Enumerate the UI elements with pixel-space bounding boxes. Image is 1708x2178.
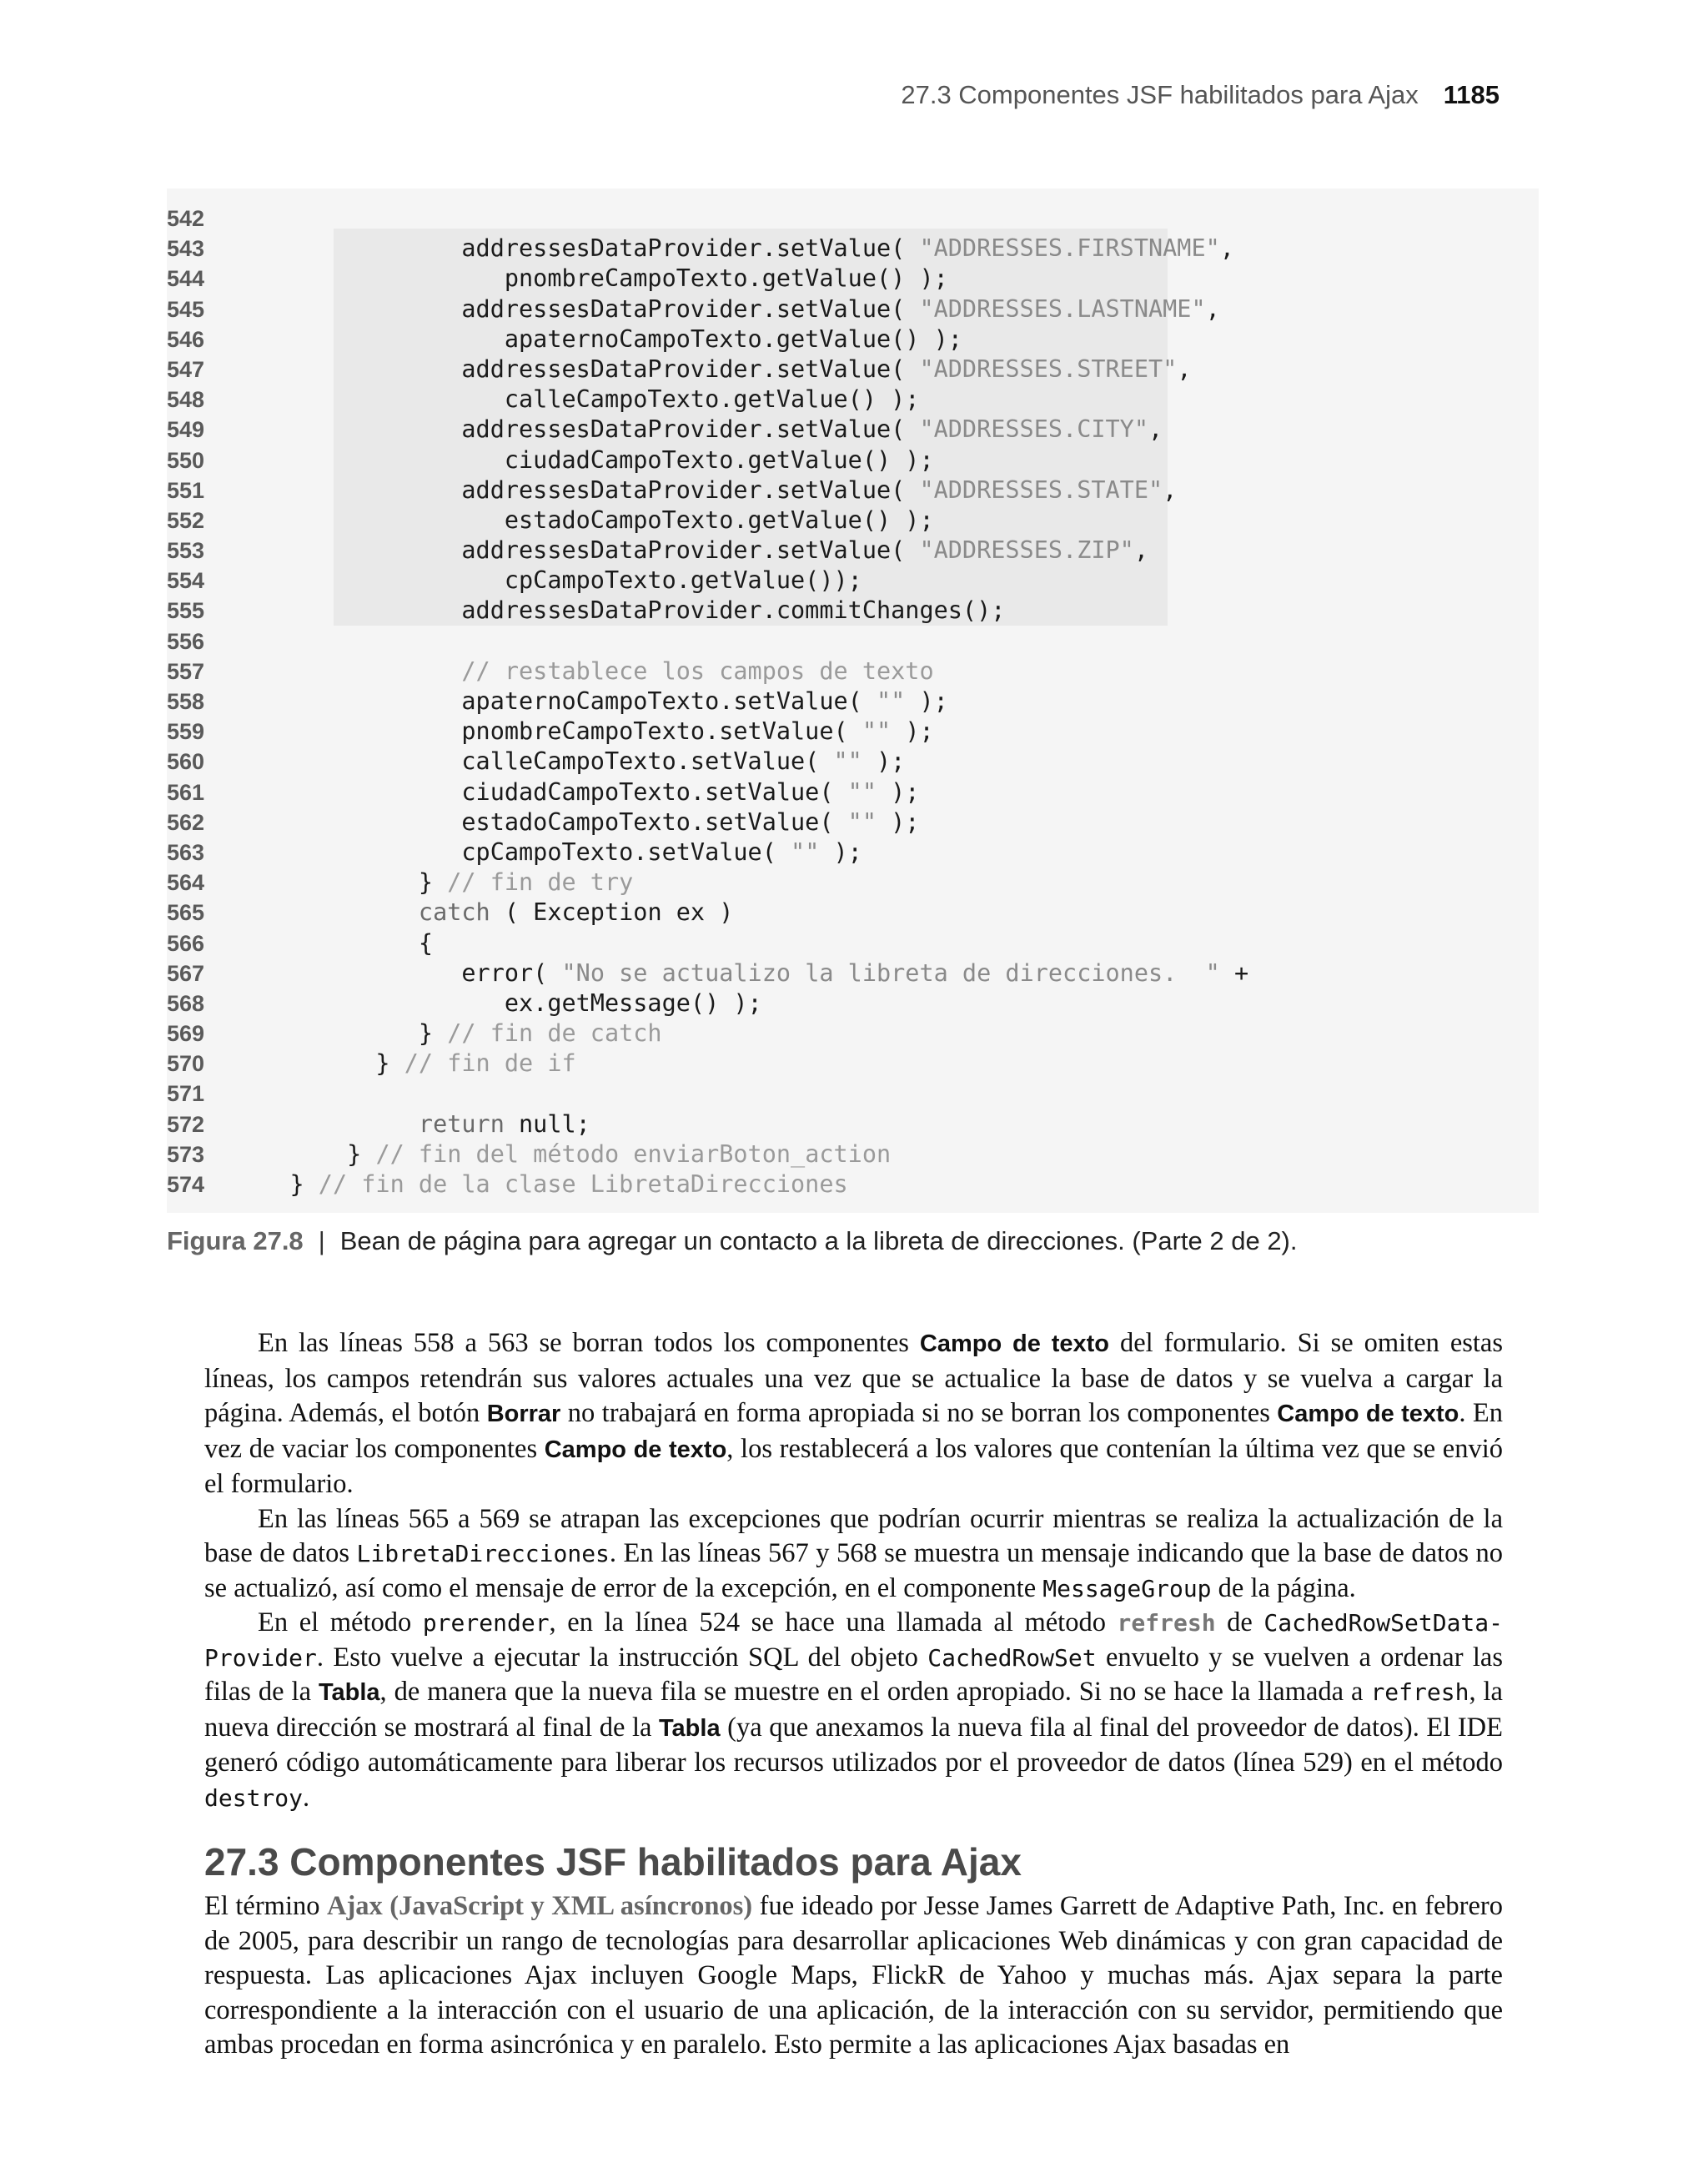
line-number: 562 [167, 809, 205, 835]
string-literal: "ADDRESSES.FIRSTNAME" [919, 234, 1220, 263]
line-number: 559 [167, 719, 205, 745]
code-line [167, 777, 920, 807]
line-number: 543 [167, 236, 205, 262]
text-run: En las líneas 558 a 563 se borran todos los componentes [258, 1328, 920, 1358]
paragraph-2 [204, 1502, 1503, 1607]
code-token: estadoCampoTexto.getValue() ); [247, 506, 934, 534]
code-text [247, 687, 948, 717]
ui-term: Borrar [486, 1401, 561, 1427]
section-body [204, 1889, 1503, 2063]
code-token: apaternoCampoTexto.setValue( [247, 687, 877, 715]
code-line [167, 294, 1220, 324]
code-line [167, 415, 1163, 445]
figure-caption [167, 1226, 1298, 1256]
code-token: estadoCampoTexto.setValue( [247, 807, 848, 836]
text-run: , de manera que la nueva fila se muestre en el orden apropiado. Si no se hace la llamada a [379, 1677, 1371, 1707]
code-token: , [1177, 355, 1192, 383]
code-token: ex.getMessage() ); [247, 988, 762, 1017]
body-text [204, 1326, 1503, 1815]
page-number: 1185 [1443, 80, 1500, 109]
string-literal: "" [791, 837, 820, 866]
code-text [247, 566, 862, 596]
string-literal: "No se actualizo la libreta de direcciones. " [561, 958, 1220, 987]
code-token: ); [819, 837, 862, 866]
code-token: , [1148, 415, 1163, 444]
code-line [167, 204, 214, 234]
code-line [167, 1109, 590, 1139]
code-token: ); [862, 747, 906, 776]
line-number: 560 [167, 749, 205, 775]
code-token: ciudadCampoTexto.getValue() ); [247, 445, 934, 474]
code-term: MessageGroup [1042, 1574, 1212, 1602]
line-number: 555 [167, 598, 205, 624]
code-line [167, 536, 1149, 566]
code-text [247, 656, 934, 687]
code-text [247, 506, 934, 536]
code-token: cpCampoTexto.getValue()); [247, 566, 862, 595]
line-number: 564 [167, 870, 205, 896]
ui-term: Tabla [658, 1714, 721, 1742]
code-line [167, 1019, 662, 1049]
code-text [247, 475, 1177, 506]
section-heading: 27.3 Componentes JSF habilitados para Ajax [204, 1840, 1022, 1884]
text-run: de [1215, 1607, 1264, 1637]
text-run: En las líneas 565 a 569 se atrapan las excepciones que podrían ocurrir mientras se realiza la actualización de la base de datos [204, 1503, 1503, 1568]
line-number: 566 [167, 930, 205, 956]
code-comment: // fin de try [447, 868, 634, 897]
line-number: 546 [167, 326, 205, 352]
text-run: . En las líneas 567 y 568 se muestra un mensaje indicando que la base de datos no se actualizó, así como el mensaje de error de la excepción, en el componente [204, 1538, 1504, 1603]
code-line [167, 807, 920, 837]
section-paragraph [204, 1889, 1503, 2063]
code-line [167, 355, 1192, 385]
code-line [167, 868, 634, 898]
code-text [247, 415, 1163, 445]
code-token: addressesDataProvider.setValue( [247, 294, 920, 323]
text-run: En el método [258, 1607, 423, 1637]
keyword: catch [418, 898, 490, 927]
code-line [167, 596, 1006, 626]
line-number: 573 [167, 1141, 205, 1167]
code-line [167, 264, 948, 294]
ui-term: Campo de texto [919, 1330, 1110, 1357]
code-token: error( [247, 958, 562, 987]
text-run: , los restablecerá a los valores que contenían la última vez que se envió el formulario. [204, 1433, 1504, 1499]
code-line [167, 445, 934, 475]
code-comment: // fin del método enviarBoton_action [375, 1139, 892, 1168]
code-line [167, 1139, 892, 1169]
text-run: , la nueva dirección se mostrará al final de la [204, 1677, 1503, 1743]
code-line [167, 626, 214, 656]
code-line [167, 656, 934, 687]
code-token: + [1219, 958, 1249, 987]
line-number: 561 [167, 779, 205, 805]
running-head [901, 80, 1500, 110]
code-term: prerender [422, 1609, 550, 1637]
code-token: , [1205, 294, 1220, 323]
text-run: , en la línea 524 se hace una llamada al método [549, 1607, 1118, 1637]
text-run: del formulario. Si se omiten estas líneas, los campos retendrán sus valores actuales una vez que se actualice la base de datos y se vuelva a cargar la página. Además, el botón [204, 1328, 1504, 1428]
line-number: 556 [167, 628, 205, 654]
code-line [167, 475, 1178, 506]
line-number: 565 [167, 900, 205, 926]
code-token [247, 1110, 419, 1138]
code-token: addressesDataProvider.setValue( [247, 355, 920, 383]
code-token: null; [504, 1109, 590, 1138]
code-token [247, 898, 419, 926]
line-number: 569 [167, 1021, 205, 1047]
caption-separator: | [318, 1226, 325, 1255]
line-number: 567 [167, 960, 205, 986]
code-text [247, 807, 919, 837]
code-text [247, 324, 962, 355]
code-text [247, 355, 1191, 385]
line-number: 554 [167, 568, 205, 594]
string-literal: "" [847, 777, 877, 806]
code-text [247, 988, 762, 1019]
code-token: , [1133, 536, 1149, 565]
figure-label: Figura 27.8 [167, 1226, 304, 1255]
code-text [247, 717, 934, 747]
paragraph-3 [204, 1606, 1503, 1815]
code-token: addressesDataProvider.setValue( [247, 475, 920, 504]
line-number: 552 [167, 507, 205, 533]
string-literal: "ADDRESSES.ZIP" [919, 536, 1134, 565]
ui-term: Campo de texto [1277, 1401, 1459, 1427]
line-number: 571 [167, 1081, 205, 1107]
string-literal: "" [847, 807, 877, 836]
code-term: LibretaDirecciones [356, 1540, 610, 1567]
code-token: } [247, 1139, 376, 1168]
string-literal: "ADDRESSES.CITY" [919, 415, 1148, 444]
code-token: pnombreCampoTexto.setValue( [247, 717, 862, 746]
code-token: } [247, 1049, 404, 1078]
code-line [167, 717, 934, 747]
code-token: ); [905, 687, 948, 715]
code-text [247, 1049, 576, 1079]
code-line [167, 958, 1249, 988]
code-line [167, 506, 934, 536]
code-token: ); [876, 807, 920, 836]
line-number: 568 [167, 990, 205, 1016]
code-text [247, 385, 919, 415]
string-literal: "ADDRESSES.STREET" [919, 355, 1178, 383]
line-number: 549 [167, 417, 205, 443]
code-line [167, 385, 920, 415]
code-line [167, 687, 948, 717]
code-token: pnombreCampoTexto.getValue() ); [247, 264, 948, 293]
code-token: calleCampoTexto.getValue() ); [247, 385, 920, 414]
code-text [247, 1019, 662, 1049]
caption-text: Bean de página para agregar un contacto a la libreta de direcciones. (Parte 2 de 2). [339, 1226, 1298, 1255]
code-text [247, 294, 1220, 324]
string-literal: "" [862, 717, 892, 746]
code-line [167, 1049, 576, 1079]
line-number: 544 [167, 266, 205, 292]
code-text [247, 596, 1005, 626]
code-text [247, 1169, 848, 1200]
code-line [167, 988, 762, 1019]
line-number: 550 [167, 447, 205, 473]
code-text [247, 747, 905, 777]
line-number: 542 [167, 206, 205, 231]
code-line [167, 747, 906, 777]
code-token: } [247, 868, 448, 897]
text-run: El término [204, 1891, 327, 1921]
code-token: ); [891, 717, 934, 746]
text-run: no trabajará en forma apropiada si no se borran los componentes [560, 1398, 1278, 1428]
code-line [167, 898, 734, 928]
text-run: . [303, 1782, 310, 1813]
text-run: fue ideado por Jesse James Garrett de Adaptive Path, Inc. en febrero de 2005, para describir un rango de tecnologías para desarrollar aplicaciones Web dinámicas y con gran capacidad de respuesta. Las aplicaciones Ajax incluyen Google Maps, FlickR de Yahoo y muchas más. Ajax separa la parte correspondiente a la interacción con el usuario de una aplicación, de la interacción con su servidor, permitiendo que ambas procedan en forma asincrónica y en paralelo. Esto permite a las aplicaciones Ajax basadas en [204, 1891, 1504, 2060]
code-term: refresh [1370, 1678, 1469, 1706]
code-token: , [1219, 234, 1234, 263]
keyword: return [418, 1109, 505, 1138]
code-token [247, 657, 461, 685]
line-number: 557 [167, 658, 205, 684]
defined-term: Ajax (JavaScript y XML asíncronos) [327, 1891, 753, 1921]
line-number: 563 [167, 839, 205, 865]
code-token: addressesDataProvider.setValue( [247, 415, 920, 444]
line-number: 570 [167, 1051, 205, 1077]
line-number: 574 [167, 1172, 205, 1197]
code-text [247, 777, 919, 807]
code-text [247, 837, 862, 868]
code-token: addressesDataProvider.setValue( [247, 536, 920, 565]
string-literal: "ADDRESSES.LASTNAME" [919, 294, 1206, 323]
code-token: ciudadCampoTexto.setValue( [247, 777, 848, 806]
ui-term: Tabla [318, 1679, 380, 1706]
code-token: addressesDataProvider.setValue( [247, 234, 920, 263]
line-number: 545 [167, 296, 205, 322]
code-comment: // fin de if [404, 1049, 576, 1078]
code-comment: // fin de catch [447, 1019, 662, 1048]
code-text [247, 868, 633, 898]
line-number: 553 [167, 538, 205, 564]
code-token: addressesDataProvider.commitChanges(); [247, 596, 1006, 625]
code-comment: // fin de la clase LibretaDirecciones [318, 1170, 848, 1198]
line-number: 551 [167, 477, 205, 503]
code-line [167, 566, 862, 596]
string-literal: "" [833, 747, 862, 776]
text-run: . Esto vuelve a ejecutar la instrucción SQL del objeto [316, 1642, 928, 1672]
code-token: ); [876, 777, 920, 806]
code-line [167, 928, 434, 958]
text-run: (ya que anexamos la nueva fila al final del proveedor de datos). El IDE generó código automáticamente para liberar los recursos utilizados por el proveedor de datos (línea 529) en el método [204, 1712, 1503, 1778]
code-line [167, 234, 1234, 264]
code-comment: // restablece los campos de texto [461, 656, 934, 685]
line-number: 558 [167, 689, 205, 714]
code-term-bold: refresh [1117, 1609, 1216, 1637]
line-number: 548 [167, 387, 205, 413]
code-term: CachedRowSetData-Provider [204, 1609, 1503, 1672]
code-text [247, 445, 934, 475]
code-text [247, 536, 1148, 566]
code-text [247, 928, 433, 958]
code-term: destroy [204, 1783, 304, 1812]
string-literal: "" [876, 687, 906, 715]
code-text [247, 898, 733, 928]
code-token: , [1163, 475, 1178, 504]
code-text [247, 264, 948, 294]
ui-term: Campo de texto [544, 1436, 727, 1463]
code-line [167, 324, 962, 355]
code-listing [167, 204, 1249, 1200]
code-token: calleCampoTexto.setValue( [247, 747, 834, 776]
code-line [167, 1079, 214, 1109]
code-term: CachedRowSet [927, 1643, 1097, 1672]
text-run: de la página. [1211, 1572, 1356, 1603]
code-token: cpCampoTexto.setValue( [247, 837, 791, 866]
code-text [247, 1109, 590, 1139]
code-line [167, 837, 862, 868]
running-head-section: 27.3 Componentes JSF habilitados para Ajax [901, 80, 1419, 109]
code-text [247, 958, 1248, 988]
code-line [167, 1169, 848, 1200]
text-run: envuelto y se vuelven a ordenar las filas de la [204, 1642, 1503, 1707]
string-literal: "ADDRESSES.STATE" [919, 475, 1163, 504]
code-token: { [247, 928, 434, 957]
line-number: 547 [167, 356, 205, 382]
line-number: 572 [167, 1111, 205, 1137]
code-token: } [247, 1019, 448, 1048]
code-token: apaternoCampoTexto.getValue() ); [247, 324, 962, 353]
paragraph-1 [204, 1326, 1503, 1502]
code-token: } [247, 1170, 319, 1198]
code-token: ( Exception ex ) [490, 898, 734, 927]
text-run: . En vez de vaciar los componentes [204, 1398, 1503, 1464]
code-text [247, 234, 1234, 264]
code-text [247, 1139, 891, 1169]
